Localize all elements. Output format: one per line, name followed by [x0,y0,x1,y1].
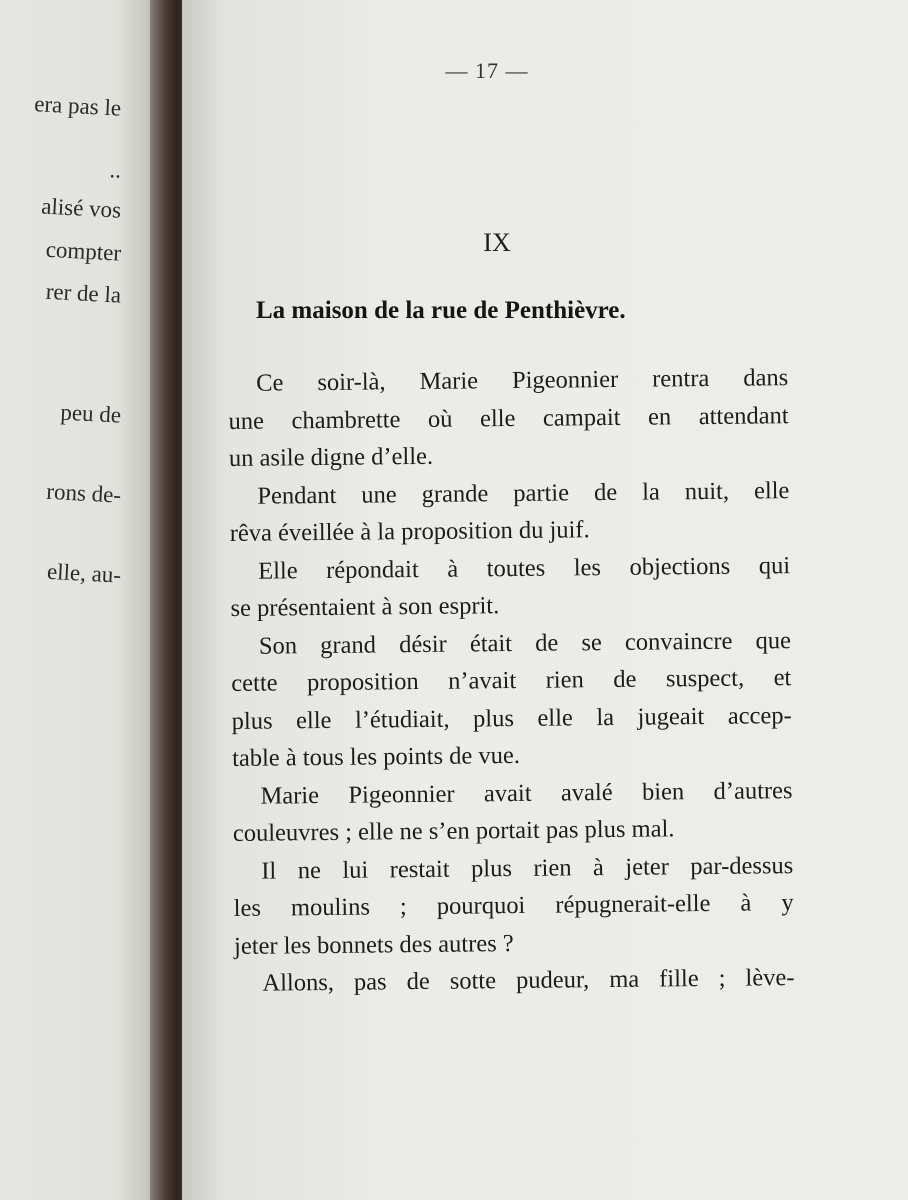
left-page-line: .. [108,157,122,183]
text-line: Il ne lui restait plus rien à jeter par-dessus [261,851,794,885]
text-line: table à tous les points de vue. [231,741,521,772]
left-page-line: rer de la [45,278,122,308]
text-line: couleuvres ; elle ne s’en portait pas plus mal. [232,815,675,847]
paragraph [230,547,791,628]
left-page-line: compter [45,236,122,266]
chapter-number: IX [483,228,511,257]
text-line: les moulins ; pourquoi répugnerait-elle à y [233,889,794,922]
text-line: plus elle l’étudiait, plus elle la jugeait accep- [231,701,792,735]
text-line: jeter les bonnets des autres ? [233,929,514,960]
text-line: Allons, pas de sotte pudeur, ma fille ; lève- [262,964,795,997]
left-page-line: rons de- [45,478,122,508]
text-line: une chambrette où elle campait en attendant [228,401,789,435]
left-page-line: era pas le [33,91,122,121]
text-line: rêva éveillée à la proposition du juif. [229,516,590,547]
text-line: Ce soir-là, Marie Pigeonnier rentra dans [256,364,789,397]
left-page [0,0,165,1200]
text-line: Elle répondait à toutes les objections qui [258,551,791,585]
text-line: Marie Pigeonnier avait avalé bien d’autres [260,776,793,810]
paragraph [233,847,794,965]
right-page [182,0,908,1200]
paragraph [231,622,793,778]
body-text [228,359,795,1002]
chapter-heading: La maison de la rue de Penthièvre. [256,297,626,324]
text-line: Son grand désir était de se convaincre que [258,626,792,660]
text-line: un asile digne d’elle. [228,442,434,472]
page-number: — 17 — [445,58,529,83]
text-line: cette proposition n’avait rien de suspect, et [231,664,792,697]
paragraph [228,359,789,477]
left-page-line: peu de [59,399,122,428]
text-line: se présentaient à son esprit. [230,592,500,622]
text-line: Pendant une grande partie de la nuit, elle [257,476,790,510]
left-page-line: elle, au- [46,558,122,588]
paragraph [232,772,793,853]
left-page-line: alisé vos [40,193,122,223]
paragraph [229,472,790,553]
paragraph [234,959,794,1002]
